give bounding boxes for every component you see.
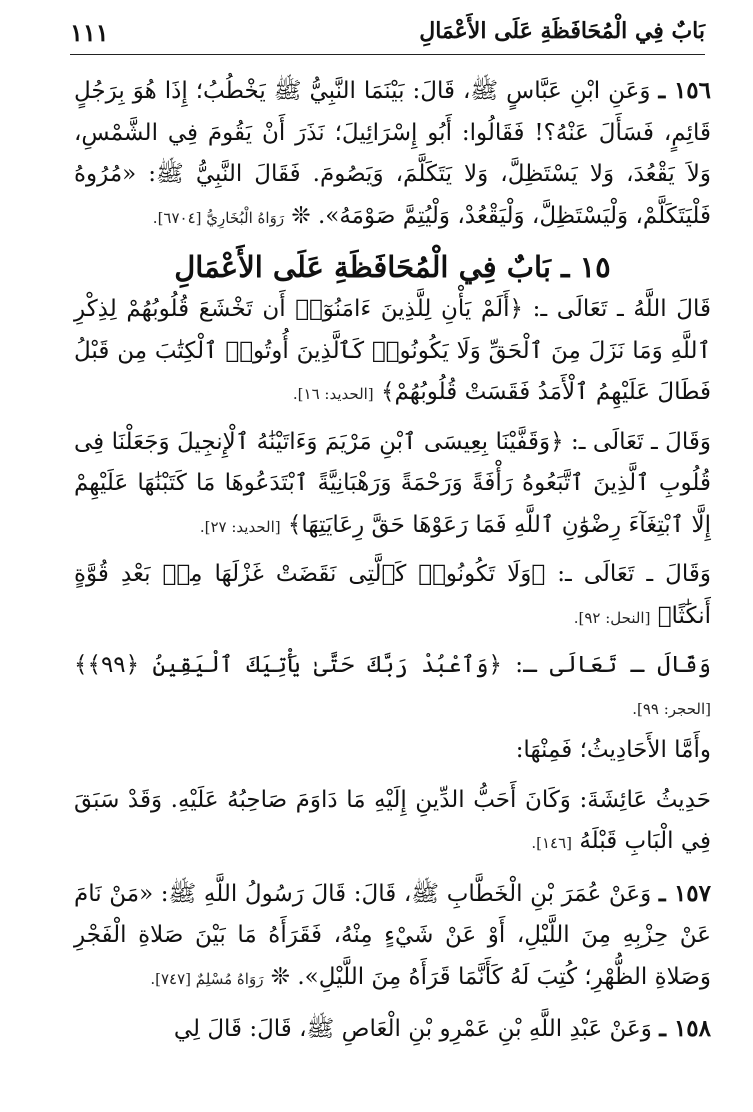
hadith-reference: رَوَاهُ الْبُخَارِيُّ [٦٧٠٤]. [152, 208, 285, 227]
running-title: بَابٌ فِي الْمُحَافَظَةِ عَلَى الأَعْمَالِ [419, 18, 705, 44]
page-number: ١١١ [70, 18, 109, 47]
verse-reference: [الحجر: ٩٩]. [632, 699, 711, 718]
page-header [70, 12, 705, 55]
hadith-156 [74, 70, 711, 239]
chapter-title: ١٥ ـ بَابٌ فِي الْمُحَافَظَةِ عَلَى الأَعْمَالِ [174, 250, 611, 284]
hadith-158 [74, 1008, 711, 1051]
hadith-reference: رَوَاهُ مُسْلِمٌ [٧٤٧]. [150, 969, 264, 988]
aisha-hadith [74, 780, 711, 865]
quran-verse-3 [74, 554, 711, 639]
verse-reference: [النحل: ٩٢]. [573, 608, 651, 627]
hadith-reference: [١٤٦]. [531, 834, 573, 852]
ahadith-intro: وأَمَّا الأَحَادِيثُ؛ فَمِنْهَا: [515, 737, 711, 763]
quran-verse-2 [74, 422, 711, 549]
hadith-number: ١٥٨ ـ [659, 1015, 711, 1042]
verse-text: وَقَالَ ـ تَعَالَى ـ: ﴿وَلَا تَكُونُوا۟ كَٱلَّتِى نَقَضَتْ غَزْلَهَا مِنۢ بَعْدِ قُوَّةٍ أَنكَٰثًا﴾ [74, 561, 711, 629]
verse-reference: [الحديد: ١٦]. [292, 385, 374, 403]
hadith-text: حَدِيثُ عَائِشَةَ: وَكَانَ أَحَبُّ الدِّينِ إِلَيْهِ مَا دَاوَمَ صَاحِبُهُ عَلَيْهِ. وَقَدْ سَبَقَ فِي الْبَابِ قَبْلَهُ [74, 786, 711, 854]
verse-text: وَقَالَ ـ تَعَالَى ـ: ﴿وَٱعْبُدْ رَبَّكَ حَتَّىٰ يَأْتِيَكَ ٱلْيَقِينُ ﴿٩٩﴾﴾ [74, 652, 711, 678]
hadith-number: ١٥٦ ـ [658, 77, 712, 104]
hadith-number: ١٥٧ ـ [658, 879, 712, 907]
page-body [74, 70, 711, 1102]
quran-verse-4 [74, 645, 711, 730]
hadith-157 [74, 873, 711, 1001]
verse-text: وَقَالَ ـ تَعَالَى ـ: ﴿وَقَفَّيْنَا بِعِيسَى ٱبْنِ مَرْيَمَ وَءَاتَيْنَٰهُ ٱلْإِنجِيلَ وَجَعَلْنَا فِى قُلُوبِ ٱلَّذِينَ ٱتَّبَعُوهُ رَأْفَةً وَرَحْمَةً وَرَهْبَانِيَّةً ٱبْتَدَعُوهَا مَا كَتَبْنَٰهَا عَلَيْهِمْ إِلَّا ٱبْتِغَآءَ رِضْوَٰنِ ٱللَّهِ فَمَا رَعَوْهَا حَقَّ رِعَايَتِهَا﴾ [74, 428, 711, 538]
hadith-text: وَعَنْ عُمَرَ بْنِ الْخَطَّابِ ﷺ، قَالَ: قَالَ رَسُولُ اللَّهِ ﷺ: «مَنْ نَامَ عَنْ حِزْبِهِ مِنَ اللَّيْلِ، أَوْ عَنْ شَيْءٍ مِنْهُ، فَقَرَأَهُ مَا بَيْنَ صَلاةِ الْفَجْرِ وَصَلاةِ الظُّهْرِ؛ كُتِبَ لَهُ كَأَنَّمَا قَرَأَهُ مِنَ اللَّيْلِ». ❊ [74, 880, 711, 990]
hadith-text: وَعَنْ عَبْدِ اللَّهِ بْنِ عَمْرِو بْنِ الْعَاصِ ﷺ، قَالَ: قَالَ لِي [173, 1016, 652, 1042]
hadith-text: وَعَنِ ابْنِ عَبَّاسٍ ﷺ، قَالَ: بَيْنَمَا النَّبِيُّ ﷺ يَخْطُبُ؛ إِذَا هُوَ بِرَجُلٍ قَائِمٍ، فَسَأَلَ عَنْهُ؟! فَقَالُوا: أَبُو إِسْرَائِيلَ؛ نَذَرَ أَنْ يَقُومَ فِي الشَّمْسِ، وَلاَ يَقْعُدَ، وَلا يَسْتَظِلَّ، وَلا يَتَكَلَّمَ، وَيَصُومَ. فَقَالَ النَّبِيُّ ﷺ: «مُرُوهُ فَلْيَتَكَلَّمْ، وَلْيَسْتَظِلَّ، وَلْيَقْعُدْ، وَلْيُتِمَّ صَوْمَهُ». ❊ [74, 78, 711, 229]
quran-verse-1 [74, 289, 711, 416]
verse-reference: [الحديد: ٢٧]. [199, 517, 281, 536]
verse-text: قَالَ اللَّهُ ـ تَعَالَى ـ: ﴿أَلَمْ يَأْنِ لِلَّذِينَ ءَامَنُوٓا۟ أَن تَخْشَعَ قُلُوبُهُمْ لِذِكْرِ ٱللَّهِ وَمَا نَزَلَ مِنَ ٱلْحَقِّ وَلَا يَكُونُوا۟ كَٱلَّذِينَ أُوتُوا۟ ٱلْكِتَٰبَ مِن قَبْلُ فَطَالَ عَلَيْهِمُ ٱلْأَمَدُ فَقَسَتْ قُلُوبُهُمْ﴾ [74, 296, 711, 405]
